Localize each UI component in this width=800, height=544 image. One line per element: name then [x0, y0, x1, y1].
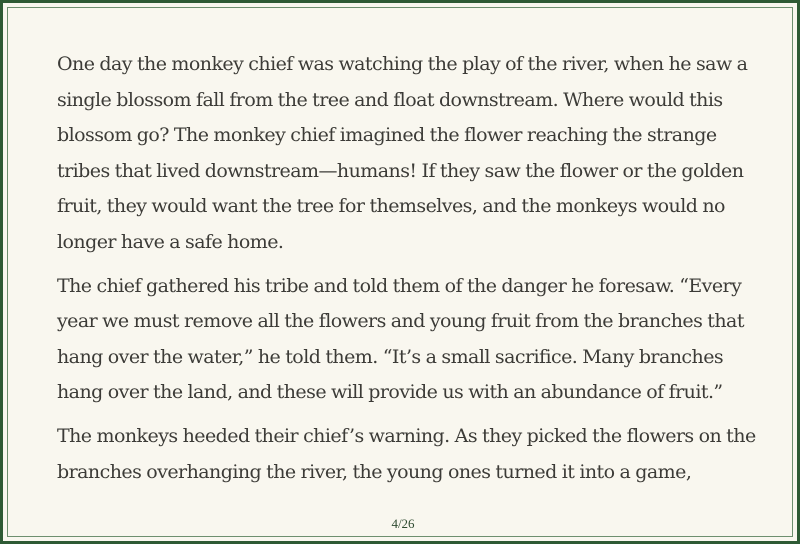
story-text — [57, 47, 767, 498]
paragraph-2: The chief gathered his tribe and told them of the danger he foresaw. “Every year we must remove all the flowers and young fruit from the branches that hang over the water,” he told them. “It’s a small sacrifice. Many branches hang over the land, and these will provide us with an abundance of fruit.” — [57, 274, 744, 404]
paragraph-3: The monkeys heeded their chief’s warning. As they picked the flowers on the branches overhanging the river, the young ones turned it into a game, — [57, 424, 756, 483]
paragraph-1: One day the monkey chief was watching the play of the river, when he saw a single blossom fall from the tree and float downstream. Where would this blossom go? The monkey chief imagined the flower reaching the strange tribes that lived downstream—humans! If they saw the flower or the golden fruit, they would want the tree for themselves, and the monkeys would no longer have a safe home. — [57, 53, 748, 253]
page-number: 4/26 — [391, 516, 415, 531]
